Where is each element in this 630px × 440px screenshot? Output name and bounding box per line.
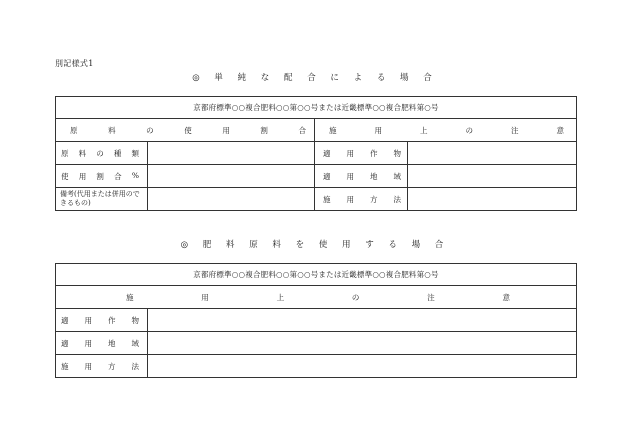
label-remarks-substitutes: 備考(代用または併用のできるもの) — [56, 188, 148, 211]
label-target-crops: 適 用 作 物 — [56, 309, 148, 332]
section1-header-ingredient-ratio: 原 料 の 使 用 割 合 — [56, 119, 315, 142]
label-target-region: 適 用 地 域 — [56, 332, 148, 355]
section1-table-title: 京都府標準○○複合肥料○○第○○号または近畿標準○○複合肥料第○号 — [56, 97, 577, 119]
section1-table — [55, 96, 577, 211]
section2-header-application-notes: 施 用 上 の 注 意 — [56, 286, 577, 309]
label-application-method: 施 用 方 法 — [56, 355, 148, 378]
section2-table — [55, 263, 577, 378]
field-target-crops[interactable] — [408, 142, 577, 165]
field-target-region[interactable] — [148, 332, 577, 355]
form-number-label: 別記様式1 — [55, 59, 94, 68]
section2-title: ◎ 肥 料 原 料 を 使 用 す る 場 合 — [180, 240, 450, 250]
label-target-region: 適 用 地 域 — [315, 165, 408, 188]
label-application-method: 施 用 方 法 — [315, 188, 408, 211]
section1-header-application-notes: 施 用 上 の 注 意 — [315, 119, 577, 142]
field-target-region[interactable] — [408, 165, 577, 188]
field-target-crops[interactable] — [148, 309, 577, 332]
field-ingredient-type[interactable] — [148, 142, 315, 165]
section2-table-title: 京都府標準○○複合肥料○○第○○号または近畿標準○○複合肥料第○号 — [56, 264, 577, 286]
field-application-method[interactable] — [148, 355, 577, 378]
label-ingredient-type: 原 料 の 種 類 — [56, 142, 148, 165]
label-usage-ratio: 使 用 割 合 % — [56, 165, 148, 188]
field-usage-ratio[interactable] — [148, 165, 315, 188]
section1-title: ◎ 単 純 な 配 合 に よ る 場 合 — [192, 73, 438, 83]
label-target-crops: 適 用 作 物 — [315, 142, 408, 165]
field-remarks-substitutes[interactable] — [148, 188, 315, 211]
field-application-method[interactable] — [408, 188, 577, 211]
